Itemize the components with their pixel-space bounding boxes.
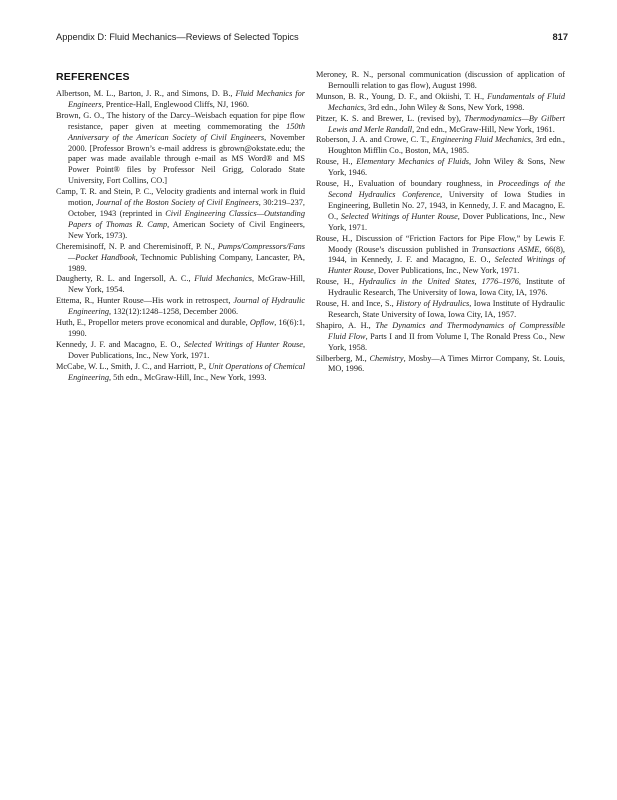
reference-italic-text: Pumps/Compressors/Fans—Pocket Handbook xyxy=(68,241,305,262)
reference-italic-text: 150th Anniversary of the American Society of Civil Engineers xyxy=(68,121,305,142)
reference-text: Huth, E., Propellor meters prove economical and durable, xyxy=(56,318,250,328)
reference-rouse-roughness xyxy=(316,179,565,234)
reference-text: McCabe, W. L., Smith, J. C., and Harriott, P., xyxy=(56,361,209,371)
reference-italic-text: Selected Writings of Hunter Rouse xyxy=(340,211,458,221)
reference-list-right xyxy=(316,70,565,375)
reference-italic-text: Selected Writings of Hunter Rouse xyxy=(183,339,303,349)
reference-camp xyxy=(56,187,305,242)
reference-italic-text: Opflow xyxy=(249,318,275,328)
reference-rouse-ince xyxy=(316,299,565,321)
reference-rouse-1946 xyxy=(316,157,565,179)
reference-rouse-hydraulics xyxy=(316,277,565,299)
reference-text: , 3rd edn., John Wiley & Sons, New York, 1998. xyxy=(363,102,525,112)
reference-list-left xyxy=(56,89,305,383)
reference-text: , University of Iowa Studies in Engineering, Bulletin No. 27, 1943, in Kennedy, J. F. and Macagno, E. O., xyxy=(328,189,565,221)
reference-italic-text: Journal of the Boston Society of Civil Engineers xyxy=(96,198,259,208)
reference-italic-text: Elementary Mechanics of Fluids xyxy=(356,157,469,167)
reference-text: Rouse, H. and Ince, S., xyxy=(316,299,397,309)
reference-text: , Mosby—A Times Mirror Company, St. Louis, MO, 1996. xyxy=(328,353,565,374)
reference-text: Roberson, J. A. and Crowe, C. T., xyxy=(316,135,432,145)
reference-text: , Iowa Institute of Hydraulic Research, State University of Iowa, Iowa City, IA, 1957. xyxy=(328,299,565,319)
reference-text: Camp, T. R. and Stein, P. C., Velocity gradients and internal work in fluid motion, xyxy=(56,187,305,208)
reference-text: Rouse, H., Discussion of “Friction Factors for Pipe Flow,” by Lewis F. Moody (Rouse’s discussion published in xyxy=(316,233,565,254)
reference-ettema xyxy=(56,296,305,318)
running-header-title: Appendix D: Fluid Mechanics—Reviews of Selected Topics xyxy=(56,32,299,42)
reference-italic-text: Proceedings of the Second Hydraulics Conference xyxy=(328,179,566,199)
reference-text: Kennedy, J. F. and Macagno, E. O., xyxy=(56,339,184,349)
reference-italic-text: Journal of Hydraulic Engineering xyxy=(68,296,305,317)
reference-text: Cheremisinoff, N. P. and Cheremisinoff, P. N., xyxy=(56,241,218,251)
reference-shapiro xyxy=(316,321,565,354)
reference-italic-text: Unit Operations of Chemical Engineering xyxy=(68,361,306,382)
reference-text: Ettema, R., Hunter Rouse—His work in retrospect, xyxy=(56,296,234,306)
reference-text: Rouse, H., Evaluation of boundary roughness, in xyxy=(316,179,498,189)
references-heading: REFERENCES xyxy=(56,71,130,83)
reference-text: , 132(12):1248–1258, December 2006. xyxy=(109,307,239,317)
reference-italic-text: Hydraulics in the United States, 1776–1976 xyxy=(358,277,519,287)
reference-text: , 5th edn., McGraw-Hill, Inc., New York, 1993. xyxy=(109,372,267,382)
reference-text: , John Wiley & Sons, New York, 1946. xyxy=(328,157,566,178)
reference-rouse-friction xyxy=(316,234,565,278)
reference-text: Rouse, H., xyxy=(316,157,357,167)
reference-meroney xyxy=(316,70,565,92)
reference-text: , Institute of Hydraulic Research, The University of Iowa, Iowa City, IA, 1976. xyxy=(328,277,566,298)
reference-italic-text: Fundamentals of Fluid Mechanics xyxy=(328,91,565,112)
reference-text: Silberberg, M., xyxy=(316,353,370,363)
reference-roberson xyxy=(316,135,565,157)
running-header xyxy=(56,32,568,46)
reference-text: Shapiro, A. H., xyxy=(316,320,376,330)
reference-italic-text: Thermodynamics—By Gilbert Lewis and Merle Randall xyxy=(328,113,565,134)
reference-text: Meroney, R. N., personal communication (discussion of application of Bernoulli relation to gas flow), August 1998. xyxy=(316,70,565,90)
reference-silberberg xyxy=(316,354,565,376)
reference-brown xyxy=(56,111,305,187)
reference-italic-text: Fluid Mechanics xyxy=(194,274,252,284)
reference-italic-text: The Dynamics and Thermodynamics of Compressible Fluid Flow xyxy=(328,320,566,341)
reference-italic-text: Civil Engineering Classics—Outstanding Papers of Thomas R. Camp xyxy=(68,208,305,229)
reference-huth xyxy=(56,318,305,340)
reference-text: , November 2000. [Professor Brown’s e-mail address is gbrown@okstate.edu; the paper was made available through e-mail as MS Word® and MS Power Point® files by Professor Neil Grigg, Colorado State University, Fort Collins, CO.] xyxy=(68,132,305,186)
reference-text: , 66(8), 1944, in Kennedy, J. F. and Macagno, E. O., xyxy=(328,244,565,265)
reference-munson xyxy=(316,92,565,114)
reference-text: , Prentice-Hall, Englewood Cliffs, NJ, 1960. xyxy=(101,99,249,109)
reference-text: Rouse, H., xyxy=(316,277,359,287)
reference-kennedy xyxy=(56,340,305,362)
reference-daugherty xyxy=(56,274,305,296)
reference-text: , American Society of Civil Engineers, New York, 1973). xyxy=(68,219,305,240)
reference-text: Albertson, M. L., Barton, J. R., and Simons, D. B., xyxy=(56,89,236,98)
page-number: 817 xyxy=(552,32,568,42)
reference-italic-text: Transactions ASME xyxy=(471,244,540,254)
right-column xyxy=(316,70,565,375)
reference-text: Munson, B. R., Young, D. F., and Okiishi, T. H., xyxy=(316,91,488,101)
reference-text: , 30:219–237, October, 1943 (reprinted in xyxy=(68,198,305,218)
reference-italic-text: Fluid Mechanics for Engineers xyxy=(68,89,305,109)
left-column xyxy=(56,70,305,383)
reference-italic-text: Chemistry xyxy=(369,353,404,363)
reference-text: Pitzer, K. S. and Brewer, L. (revised by), xyxy=(316,113,465,123)
reference-text: , Technomic Publishing Company, Lancaster, PA, 1989. xyxy=(68,252,305,273)
reference-text: Daugherty, R. L. and Ingersoll, A. C., xyxy=(56,274,195,284)
reference-text: , McGraw-Hill, New York, 1954. xyxy=(68,274,305,295)
reference-mccabe xyxy=(56,362,305,384)
reference-text: , 2nd edn., McGraw-Hill, New York, 1961. xyxy=(412,124,555,134)
reference-cheremisinoff xyxy=(56,242,305,275)
reference-text: , 3rd edn., Houghton Mifflin Co., Boston, MA, 1985. xyxy=(328,135,565,156)
reference-text: , Dover Publications, Inc., New York, 1971. xyxy=(68,339,306,360)
reference-text: , Dover Publications, Inc., New York, 1971. xyxy=(373,266,520,276)
reference-italic-text: Engineering Fluid Mechanics xyxy=(431,135,532,145)
reference-italic-text: History of Hydraulics xyxy=(396,299,470,309)
reference-text: , Parts I and II from Volume I, The Ronald Press Co., New York, 1958. xyxy=(328,331,565,352)
reference-pitzer xyxy=(316,114,565,136)
reference-text: , 16(6):1, 1990. xyxy=(68,318,305,338)
reference-text: , Dover Publications, Inc., New York, 1971. xyxy=(328,211,565,232)
reference-text: Brown, G. O., The history of the Darcy–Weisbach equation for pipe flow resistance, paper given at meeting commemorating the xyxy=(56,110,305,131)
reference-italic-text: Selected Writings of Hunter Rouse xyxy=(328,255,565,276)
reference-albertson xyxy=(56,89,305,111)
